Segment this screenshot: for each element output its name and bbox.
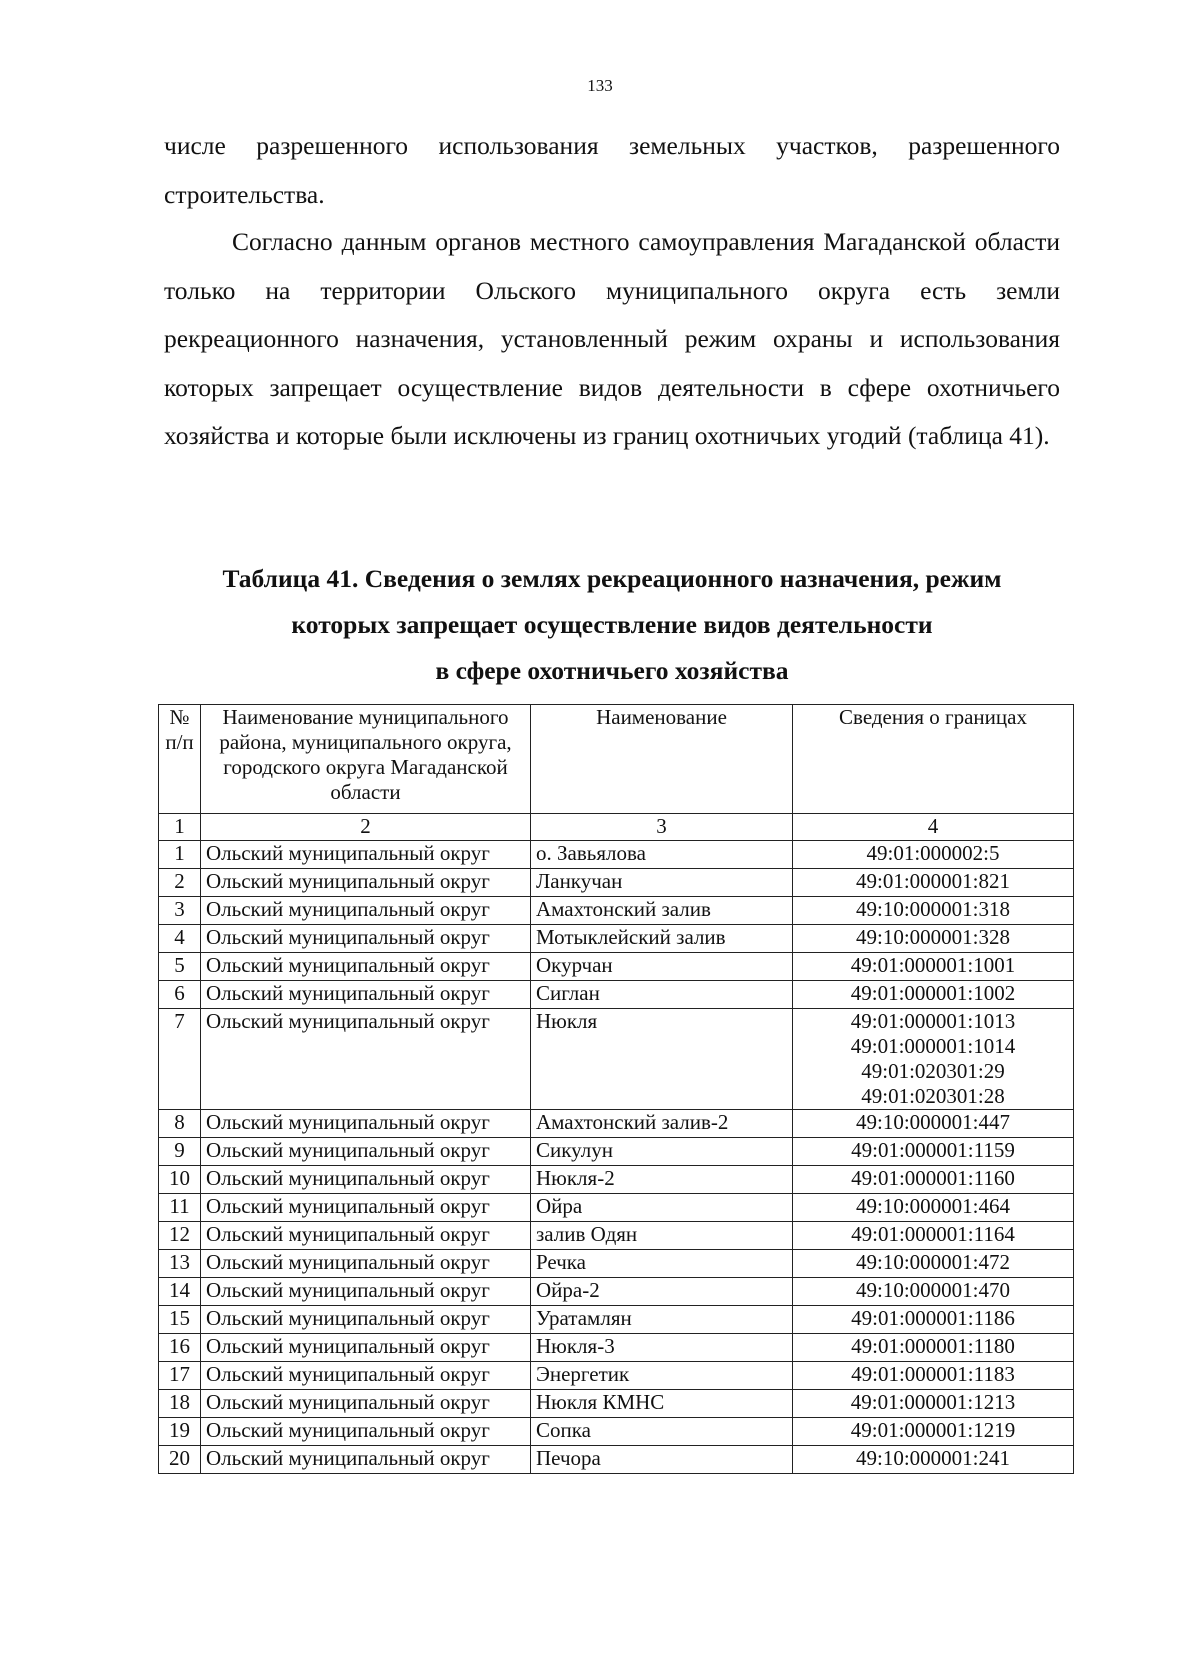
row-number: 18 <box>159 1390 201 1418</box>
row-site-name: Ланкучан <box>531 869 793 897</box>
row-boundary <box>793 1222 1074 1250</box>
table-body <box>159 841 1074 1474</box>
table-row <box>159 841 1074 869</box>
cadastral-number: 49:01:000001:1159 <box>851 1138 1015 1162</box>
table-row <box>159 869 1074 897</box>
row-site-name: Нюкля-3 <box>531 1334 793 1362</box>
cadastral-number: 49:10:000001:470 <box>855 1278 1010 1302</box>
cadastral-number: 49:01:000001:1213 <box>850 1390 1016 1414</box>
row-site-name: Нюкля <box>531 1009 793 1110</box>
cadastral-number: 49:01:000001:1219 <box>850 1418 1016 1442</box>
row-boundary <box>793 1194 1074 1222</box>
row-site-name: Сиглан <box>531 981 793 1009</box>
table-row <box>159 1306 1074 1334</box>
column-number: 4 <box>793 814 1074 841</box>
row-number: 7 <box>159 1009 201 1110</box>
row-district: Ольский муниципальный округ <box>201 1138 531 1166</box>
row-boundary <box>793 1009 1074 1110</box>
row-number: 5 <box>159 953 201 981</box>
row-boundary <box>793 1278 1074 1306</box>
caption-line-1: Таблица 41. Сведения о землях рекреационного назначения, режим <box>222 564 1002 593</box>
row-boundary <box>793 1250 1074 1278</box>
row-district: Ольский муниципальный округ <box>201 1110 531 1138</box>
row-boundary <box>793 1138 1074 1166</box>
table-row <box>159 1110 1074 1138</box>
table-row <box>159 1194 1074 1222</box>
table-row <box>159 953 1074 981</box>
table-row <box>159 1362 1074 1390</box>
cadastral-number: 49:01:000001:1160 <box>851 1166 1015 1190</box>
cadastral-number: 49:01:000001:1164 <box>851 1222 1015 1246</box>
row-district: Ольский муниципальный округ <box>201 897 531 925</box>
caption-line-2: которых запрещает осуществление видов деятельности <box>291 610 933 639</box>
cadastral-number: 49:01:020301:28 <box>861 1084 1005 1108</box>
cadastral-number: 49:10:000001:318 <box>855 897 1010 921</box>
row-site-name: Окурчан <box>531 953 793 981</box>
cadastral-number: 49:10:000001:472 <box>855 1250 1010 1274</box>
row-site-name: залив Одян <box>531 1222 793 1250</box>
page-number: 133 <box>587 76 613 95</box>
header-boundary: Сведения о границах <box>793 705 1074 814</box>
row-district: Ольский муниципальный округ <box>201 841 531 869</box>
table-row <box>159 1446 1074 1474</box>
row-district: Ольский муниципальный округ <box>201 981 531 1009</box>
table-header <box>159 705 1074 841</box>
row-district: Ольский муниципальный округ <box>201 925 531 953</box>
row-boundary <box>793 925 1074 953</box>
row-site-name: Сопка <box>531 1418 793 1446</box>
row-site-name: Амахтонский залив-2 <box>531 1110 793 1138</box>
cadastral-number: 49:01:000001:1180 <box>851 1334 1015 1358</box>
cadastral-number: 49:01:000001:1014 <box>850 1034 1016 1058</box>
row-boundary <box>793 1362 1074 1390</box>
table-row <box>159 1222 1074 1250</box>
cadastral-number: 49:01:000001:1001 <box>850 953 1016 977</box>
column-number: 2 <box>201 814 531 841</box>
row-district: Ольский муниципальный округ <box>201 1390 531 1418</box>
cadastral-number: 49:01:000001:821 <box>855 869 1010 893</box>
column-number-row <box>159 814 1074 841</box>
row-number: 19 <box>159 1418 201 1446</box>
table-caption <box>164 556 1060 694</box>
row-district: Ольский муниципальный округ <box>201 953 531 981</box>
row-number: 1 <box>159 841 201 869</box>
recreational-lands-table <box>158 704 1074 1474</box>
row-number: 9 <box>159 1138 201 1166</box>
row-district: Ольский муниципальный округ <box>201 1306 531 1334</box>
row-site-name: Амахтонский залив <box>531 897 793 925</box>
table-row <box>159 897 1074 925</box>
row-number: 20 <box>159 1446 201 1474</box>
row-number: 14 <box>159 1278 201 1306</box>
column-number: 1 <box>159 814 201 841</box>
row-boundary <box>793 1110 1074 1138</box>
row-boundary <box>793 1166 1074 1194</box>
row-boundary <box>793 841 1074 869</box>
cadastral-number: 49:01:020301:29 <box>861 1059 1005 1083</box>
table-row <box>159 1250 1074 1278</box>
row-number: 12 <box>159 1222 201 1250</box>
table-row <box>159 1334 1074 1362</box>
row-boundary <box>793 1390 1074 1418</box>
header-name: Наименование <box>531 705 793 814</box>
row-boundary <box>793 897 1074 925</box>
row-number: 2 <box>159 869 201 897</box>
row-site-name: Ойра-2 <box>531 1278 793 1306</box>
paragraph-continuation: числе разрешенного использования земельных участков, разрешенного строительства. <box>164 131 1060 209</box>
table-row <box>159 1278 1074 1306</box>
row-site-name: Нюкля КМНС <box>531 1390 793 1418</box>
row-number: 15 <box>159 1306 201 1334</box>
row-site-name: Речка <box>531 1250 793 1278</box>
row-boundary <box>793 1446 1074 1474</box>
table-row <box>159 981 1074 1009</box>
row-district: Ольский муниципальный округ <box>201 1222 531 1250</box>
row-number: 10 <box>159 1166 201 1194</box>
table-row <box>159 1390 1074 1418</box>
cadastral-number: 49:01:000002:5 <box>866 841 1000 865</box>
row-boundary <box>793 1334 1074 1362</box>
row-district: Ольский муниципальный округ <box>201 1194 531 1222</box>
cadastral-number: 49:01:000001:1002 <box>850 981 1016 1005</box>
header-district: Наименование муниципального района, муниципального округа, городского округа Магаданской области <box>201 705 531 814</box>
row-district: Ольский муниципальный округ <box>201 869 531 897</box>
cadastral-number: 49:01:000001:1183 <box>851 1362 1015 1386</box>
cadastral-number: 49:10:000001:464 <box>855 1194 1010 1218</box>
row-district: Ольский муниципальный округ <box>201 1009 531 1110</box>
row-district: Ольский муниципальный округ <box>201 1334 531 1362</box>
header-number: № п/п <box>159 705 201 814</box>
row-boundary <box>793 1418 1074 1446</box>
row-boundary <box>793 1306 1074 1334</box>
row-site-name: Печора <box>531 1446 793 1474</box>
cadastral-number: 49:01:000001:1013 <box>850 1009 1016 1033</box>
row-district: Ольский муниципальный округ <box>201 1418 531 1446</box>
row-district: Ольский муниципальный округ <box>201 1250 531 1278</box>
row-number: 6 <box>159 981 201 1009</box>
row-boundary <box>793 981 1074 1009</box>
row-site-name: Сикулун <box>531 1138 793 1166</box>
cadastral-number: 49:01:000001:1186 <box>851 1306 1015 1330</box>
row-site-name: Уратамлян <box>531 1306 793 1334</box>
cadastral-number: 49:10:000001:447 <box>855 1110 1010 1134</box>
row-district: Ольский муниципальный округ <box>201 1446 531 1474</box>
row-number: 17 <box>159 1362 201 1390</box>
row-site-name: Ойра <box>531 1194 793 1222</box>
paragraph-main: Согласно данным органов местного самоуправления Магаданской области только на территории Ольского муниципального округа есть земли рекреационного назначения, установленный режим охраны и использования которых запрещает осуществление видов деятельности в сфере охотничьего хозяйства и которые были исключены из границ охотничьих угодий (таблица 41). <box>164 227 1060 450</box>
table-row <box>159 925 1074 953</box>
row-number: 13 <box>159 1250 201 1278</box>
row-site-name: Энергетик <box>531 1362 793 1390</box>
table-row <box>159 1166 1074 1194</box>
row-district: Ольский муниципальный округ <box>201 1362 531 1390</box>
row-number: 11 <box>159 1194 201 1222</box>
row-number: 16 <box>159 1334 201 1362</box>
row-site-name: Нюкля-2 <box>531 1166 793 1194</box>
row-number: 4 <box>159 925 201 953</box>
row-site-name: о. Завьялова <box>531 841 793 869</box>
row-number: 8 <box>159 1110 201 1138</box>
table-row <box>159 1009 1074 1110</box>
cadastral-number: 49:10:000001:241 <box>855 1446 1010 1470</box>
row-district: Ольский муниципальный округ <box>201 1278 531 1306</box>
cadastral-number: 49:10:000001:328 <box>855 925 1010 949</box>
row-boundary <box>793 869 1074 897</box>
row-district: Ольский муниципальный округ <box>201 1166 531 1194</box>
table-row <box>159 1138 1074 1166</box>
row-boundary <box>793 953 1074 981</box>
column-number: 3 <box>531 814 793 841</box>
row-number: 3 <box>159 897 201 925</box>
row-site-name: Мотыклейский залив <box>531 925 793 953</box>
caption-line-3: в сфере охотничьего хозяйства <box>435 656 789 685</box>
table-row <box>159 1418 1074 1446</box>
